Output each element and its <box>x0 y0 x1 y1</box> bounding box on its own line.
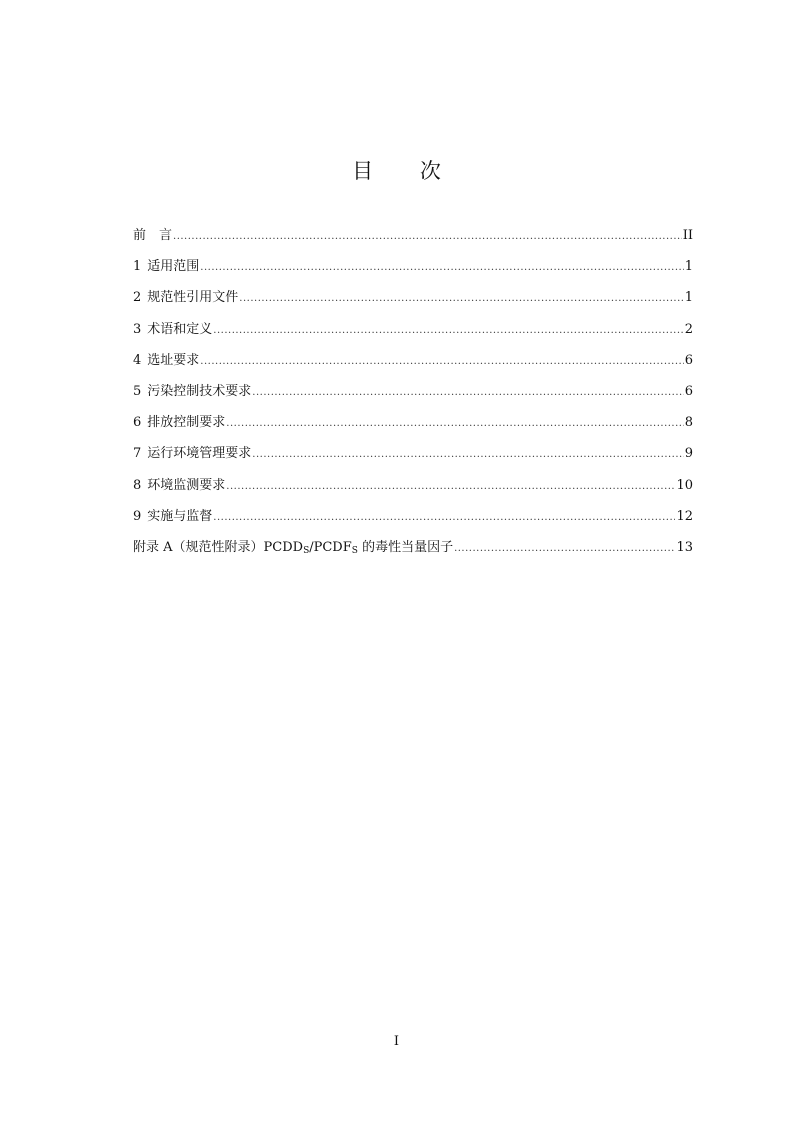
dot-leader <box>213 506 675 530</box>
toc-item-text: 排放控制要求 <box>147 415 226 431</box>
page-number: I <box>393 1034 400 1049</box>
toc-item-3[interactable] <box>133 318 693 349</box>
toc-item-page: 9 <box>684 446 693 462</box>
toc-item-number: 8 <box>133 477 142 493</box>
toc-item-appendix-a[interactable] <box>133 536 693 567</box>
toc-item-text: 运行环境管理要求 <box>147 446 252 462</box>
appendix-suffix: 的毒性当量因子 <box>357 539 454 555</box>
toc-item-text: 实施与监督 <box>147 508 213 524</box>
dot-leader <box>226 475 675 499</box>
dot-leader <box>252 381 683 405</box>
toc-item-1[interactable] <box>133 255 693 286</box>
dot-leader <box>454 537 675 561</box>
toc-item-5[interactable] <box>133 380 693 411</box>
toc-item-text: 前 言 <box>133 228 173 243</box>
toc-item-number: 3 <box>133 321 142 337</box>
subscript: S <box>351 545 358 556</box>
toc-item-text: 污染控制技术要求 <box>147 383 252 399</box>
table-of-contents <box>133 224 693 567</box>
subscript: S <box>303 545 310 556</box>
page-title: 目 次 <box>352 159 461 183</box>
dot-leader <box>239 287 683 311</box>
toc-item-number: 5 <box>133 383 142 399</box>
toc-item-text <box>133 536 453 563</box>
appendix-mid: /PCDF <box>309 539 352 555</box>
toc-item-page: 13 <box>676 539 693 555</box>
toc-item-page: 2 <box>684 321 693 337</box>
appendix-prefix: 附录 A（规范性附录）PCDD <box>133 539 304 555</box>
toc-item-8[interactable] <box>133 474 693 505</box>
toc-item-text: 选址要求 <box>147 352 200 368</box>
toc-item-text: 环境监测要求 <box>147 477 226 493</box>
toc-item-page: 1 <box>684 259 693 275</box>
toc-item-number: 7 <box>133 446 142 462</box>
toc-item-number: 6 <box>133 415 142 431</box>
toc-item-page: 10 <box>676 477 693 493</box>
toc-item-page: 1 <box>684 290 693 306</box>
toc-item-2[interactable] <box>133 286 693 317</box>
toc-item-4[interactable] <box>133 349 693 380</box>
dot-leader <box>200 350 683 374</box>
toc-item-page: II <box>682 228 693 243</box>
toc-item-9[interactable] <box>133 505 693 536</box>
dot-leader <box>252 443 683 467</box>
toc-item-page: 12 <box>676 508 693 524</box>
toc-item-number: 1 <box>133 259 142 275</box>
toc-item-page: 6 <box>684 383 693 399</box>
toc-item-text: 术语和定义 <box>147 321 213 337</box>
toc-item-page: 6 <box>684 352 693 368</box>
toc-item-number: 2 <box>133 290 142 306</box>
dot-leader <box>226 412 683 436</box>
dot-leader <box>173 225 682 249</box>
toc-item-7[interactable] <box>133 442 693 473</box>
dot-leader <box>200 256 683 280</box>
toc-item-number: 9 <box>133 508 142 524</box>
toc-item-6[interactable] <box>133 411 693 442</box>
toc-item-number: 4 <box>133 352 142 368</box>
dot-leader <box>213 319 683 343</box>
toc-item-text: 适用范围 <box>147 259 200 275</box>
toc-item-text: 规范性引用文件 <box>147 290 239 306</box>
toc-item-foreword[interactable] <box>133 224 693 255</box>
toc-item-page: 8 <box>684 415 693 431</box>
